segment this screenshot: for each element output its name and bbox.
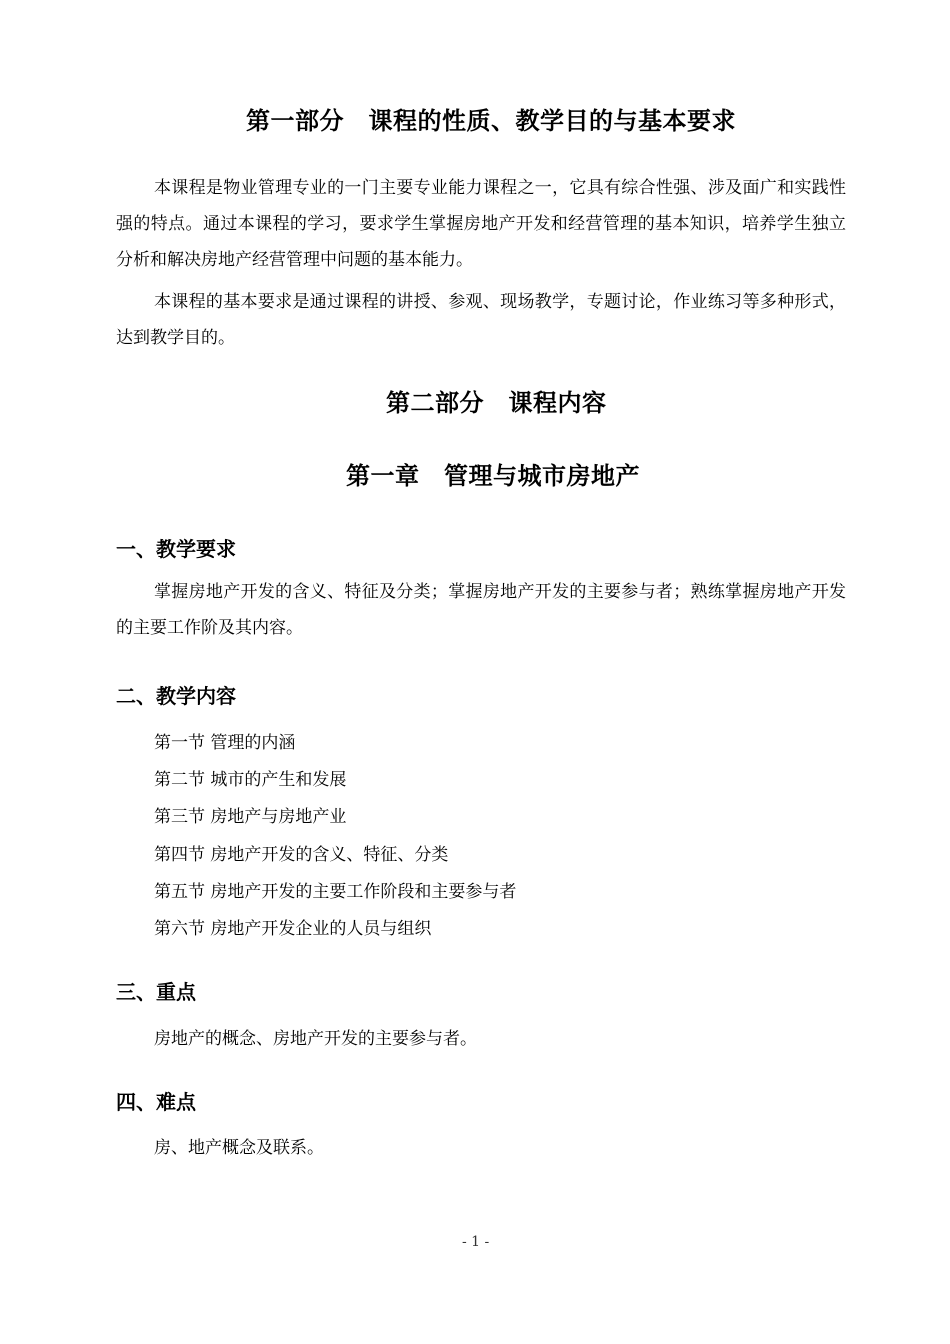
page-number: - 1 - bbox=[462, 1234, 490, 1250]
section-text-requirements: 掌握房地产开发的含义、特征及分类；掌握房地产开发的主要参与者；熟练掌握房地产开发的主要工作阶及其内容。 bbox=[116, 582, 846, 638]
section-heading-key-points: 三、重点 bbox=[116, 980, 196, 1004]
section-text-key-points: 房地产的概念、房地产开发的主要参与者。 bbox=[154, 1029, 477, 1049]
chapter1-title: 第一章 管理与城市房地产 bbox=[346, 462, 640, 490]
list-item: 第二节 城市的产生和发展 bbox=[154, 770, 347, 790]
list-item: 第三节 房地产与房地产业 bbox=[154, 807, 347, 827]
list-item: 第六节 房地产开发企业的人员与组织 bbox=[154, 919, 432, 939]
part1-paragraph-1: 本课程是物业管理专业的一门主要专业能力课程之一，它具有综合性强、涉及面广和实践性强的特点。通过本课程的学习，要求学生掌握房地产开发和经营管理的基本知识，培养学生独立分析和解决房地产经营管理中问题的基本能力。 bbox=[116, 178, 846, 270]
section-heading-difficulties: 四、难点 bbox=[116, 1090, 196, 1114]
section-heading-requirements: 一、教学要求 bbox=[116, 537, 236, 561]
list-item: 第五节 房地产开发的主要工作阶段和主要参与者 bbox=[154, 882, 517, 902]
list-item: 第一节 管理的内涵 bbox=[154, 733, 296, 753]
section-heading-content: 二、教学内容 bbox=[116, 684, 236, 708]
part1-paragraph-2: 本课程的基本要求是通过课程的讲授、参观、现场教学，专题讨论，作业练习等多种形式，达到教学目的。 bbox=[116, 292, 846, 348]
part2-title: 第二部分 课程内容 bbox=[386, 389, 607, 417]
part1-title: 第一部分 课程的性质、教学目的与基本要求 bbox=[246, 107, 736, 135]
list-item: 第四节 房地产开发的含义、特征、分类 bbox=[154, 845, 449, 865]
section-text-difficulties: 房、地产概念及联系。 bbox=[154, 1138, 324, 1158]
